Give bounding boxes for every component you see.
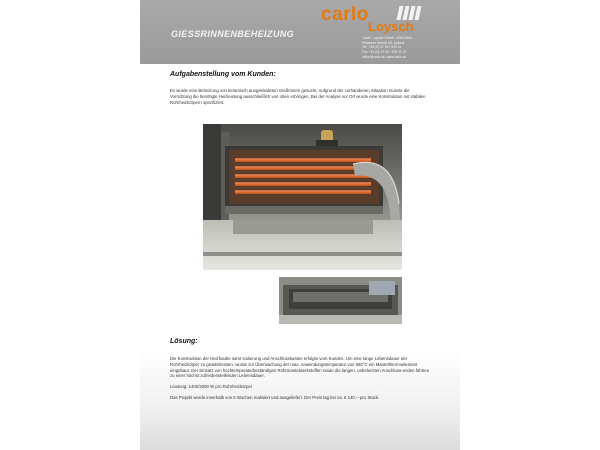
solution-heading: Lösung:: [170, 338, 198, 345]
solution-paragraph: Die Konstruktion der Heizhaube samt Isolierung und Anschlusskasten erfolgte vom Kunden. Um eine lange Lebensdauer der Rohrheizkörper zu gewährleisten, wurde zur Überwachung der max. Anwendungstemperatur von 650°C ein Mantelthermoelement eingebaut. Der Einsatz von hochtemperaturbeständigen Rohrmantelwerkstoffen sowie die langen, unbeheizten Anschluss-enden führten zu einer höchst zufriedenstellenden Lebensdauer.: [170, 356, 430, 379]
logo-loysch-text: Loysch: [368, 19, 414, 34]
contact-line: office@carlo.at, www.carlo.at: [362, 54, 406, 59]
solution-paragraph: Das Projekt wurde innerhalb von 5 Wochen realisiert und ausgeliefert. Der Preis lag bei ca. € 140,-- pro Stück.: [170, 394, 380, 400]
document-page: [140, 0, 460, 450]
contact-line: "carlo" Loysch GmbH, 3390 Melk,: [362, 36, 413, 40]
logo-carlo-text: carlo: [321, 4, 369, 25]
page-title: GIESSRINNENBEHEIZUNG: [171, 29, 295, 39]
contact-line: Fax +43 (0) 27 52 / 529 11 27: [362, 50, 407, 55]
solution-text: [170, 356, 432, 406]
page-header: [140, 0, 460, 64]
heater-photo: [203, 124, 402, 270]
logo-bars-icon: [396, 6, 422, 20]
solution-paragraph: Leistung: 1400/2000 W pro Rohrheizkörper: [170, 384, 253, 390]
contact-line: Pielacher Straße 60, Austria: [362, 40, 405, 45]
task-heading: Aufgabenstellung vom Kunden:: [170, 71, 276, 78]
task-text: Es wurde eine Beheizung von keramisch ausgekleideten Gießrinnen gesucht. Aufgrund der vorhandenen Situation musste die Vorrichtung die benötigte Heizleistung ausschließlich von oben erbringen. Bei der Analyse vor Ort wurde eine Konstruktion mit stabilen Rohrheizkörpern spezifiziert.: [170, 88, 426, 105]
trough-photo: [279, 277, 402, 324]
contact-line: Tel. +43 (0) 27 52 / 529 11: [362, 45, 402, 50]
contact-block: [362, 36, 458, 60]
